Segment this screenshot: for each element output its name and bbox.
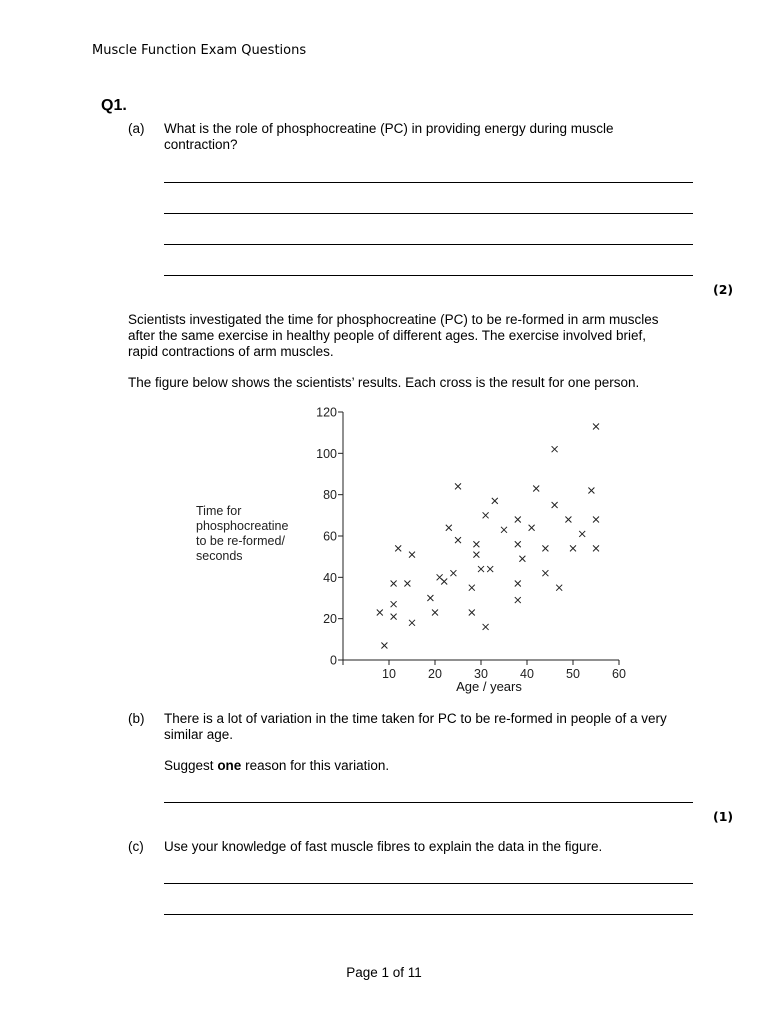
answer-line-c2[interactable] bbox=[164, 914, 693, 915]
data-point bbox=[593, 516, 599, 522]
data-point bbox=[409, 620, 415, 626]
data-point bbox=[391, 581, 397, 587]
x-tick-label: 30 bbox=[474, 667, 488, 681]
data-point bbox=[533, 485, 539, 491]
answer-line-a4[interactable] bbox=[164, 275, 693, 276]
part-c-question: Use your knowledge of fast muscle fibres to explain the data in the figure. bbox=[164, 839, 603, 854]
part-b-suggest bbox=[164, 758, 389, 774]
data-point bbox=[552, 446, 558, 452]
part-b-label: (b) bbox=[128, 711, 145, 726]
answer-line-a1[interactable] bbox=[164, 182, 693, 183]
scatter-chart bbox=[290, 400, 640, 700]
answer-line-a3[interactable] bbox=[164, 244, 693, 245]
part-a-question-line-1: What is the role of phosphocreatine (PC) in providing energy during muscle bbox=[164, 121, 614, 136]
data-point bbox=[483, 624, 489, 630]
answer-line-b1[interactable] bbox=[164, 802, 693, 803]
data-point bbox=[469, 609, 475, 615]
data-point bbox=[432, 609, 438, 615]
data-point bbox=[556, 585, 562, 591]
y-tick-label: 80 bbox=[323, 488, 337, 503]
suggest-suffix: reason for this variation. bbox=[245, 758, 390, 773]
data-point bbox=[450, 570, 456, 576]
data-point bbox=[565, 516, 571, 522]
x-tick-label: 10 bbox=[382, 667, 396, 681]
data-point bbox=[469, 585, 475, 591]
data-point bbox=[409, 552, 415, 558]
data-point bbox=[395, 545, 401, 551]
data-point bbox=[381, 643, 387, 649]
page-header: Muscle Function Exam Questions bbox=[92, 43, 307, 58]
y-tick-label: 100 bbox=[316, 446, 337, 461]
data-point bbox=[515, 516, 521, 522]
data-point bbox=[446, 525, 452, 531]
data-point bbox=[492, 498, 498, 504]
answer-line-c1[interactable] bbox=[164, 883, 693, 884]
data-point bbox=[391, 601, 397, 607]
part-a-question bbox=[164, 121, 613, 153]
part-c-label: (c) bbox=[128, 839, 144, 854]
data-point bbox=[455, 483, 461, 489]
y-axis-label-line-2: phosphocreatine bbox=[196, 519, 289, 533]
suggest-prefix: Suggest bbox=[164, 758, 214, 773]
part-a-question-line-2: contraction? bbox=[164, 137, 238, 152]
part-b-question bbox=[164, 711, 667, 743]
intro-line-2: after the same exercise in healthy people of different ages. The exercise involved brief, bbox=[128, 328, 647, 343]
x-axis-label: Age / years bbox=[456, 679, 522, 694]
data-point bbox=[483, 512, 489, 518]
y-axis-label-line-4: seconds bbox=[196, 549, 243, 563]
figure-intro: The figure below shows the scientists’ results. Each cross is the result for one person. bbox=[128, 375, 640, 390]
data-point bbox=[515, 581, 521, 587]
y-axis-label-line-1: Time for bbox=[196, 504, 242, 518]
part-b-question-line-2: similar age. bbox=[164, 727, 234, 742]
y-tick-label: 60 bbox=[323, 529, 337, 544]
part-b-marks: (1) bbox=[713, 809, 734, 824]
data-point bbox=[529, 525, 535, 531]
x-tick-label: 40 bbox=[520, 667, 534, 681]
data-point bbox=[427, 595, 433, 601]
intro-line-3: rapid contractions of arm muscles. bbox=[128, 344, 334, 359]
data-point bbox=[501, 527, 507, 533]
x-tick-label: 20 bbox=[428, 667, 442, 681]
y-tick-label: 20 bbox=[323, 612, 337, 627]
suggest-bold: one bbox=[217, 758, 242, 773]
intro-paragraph bbox=[128, 312, 658, 360]
y-axis-label bbox=[196, 504, 288, 564]
y-axis-label-line-3: to be re-formed/ bbox=[196, 534, 285, 548]
y-tick-label: 120 bbox=[316, 405, 337, 420]
data-point bbox=[515, 541, 521, 547]
data-point bbox=[593, 423, 599, 429]
data-point bbox=[579, 531, 585, 537]
answer-line-a2[interactable] bbox=[164, 213, 693, 214]
data-point bbox=[455, 537, 461, 543]
data-point bbox=[542, 545, 548, 551]
intro-line-1: Scientists investigated the time for phosphocreatine (PC) to be re-formed in arm muscles bbox=[128, 312, 659, 327]
chart-axes bbox=[316, 406, 626, 682]
data-point bbox=[570, 545, 576, 551]
y-tick-label: 0 bbox=[330, 653, 337, 668]
data-point bbox=[473, 541, 479, 547]
data-point bbox=[593, 545, 599, 551]
data-point bbox=[552, 502, 558, 508]
data-point bbox=[377, 609, 383, 615]
data-point bbox=[487, 566, 493, 572]
data-point bbox=[588, 488, 594, 494]
part-a-label: (a) bbox=[128, 121, 145, 136]
y-tick-label: 40 bbox=[323, 570, 337, 585]
data-point bbox=[478, 566, 484, 572]
data-point bbox=[515, 597, 521, 603]
part-a-marks: (2) bbox=[713, 282, 734, 297]
x-tick-label: 60 bbox=[612, 667, 626, 681]
data-point bbox=[542, 570, 548, 576]
data-point bbox=[473, 552, 479, 558]
chart-points bbox=[377, 423, 599, 648]
data-point bbox=[391, 614, 397, 620]
data-point bbox=[441, 578, 447, 584]
page-footer: Page 1 of 11 bbox=[346, 965, 422, 980]
data-point bbox=[519, 556, 525, 562]
x-tick-label: 50 bbox=[566, 667, 580, 681]
data-point bbox=[404, 581, 410, 587]
question-number: Q1. bbox=[101, 97, 127, 114]
part-b-question-line-1: There is a lot of variation in the time taken for PC to be re-formed in people of a very bbox=[164, 711, 667, 726]
